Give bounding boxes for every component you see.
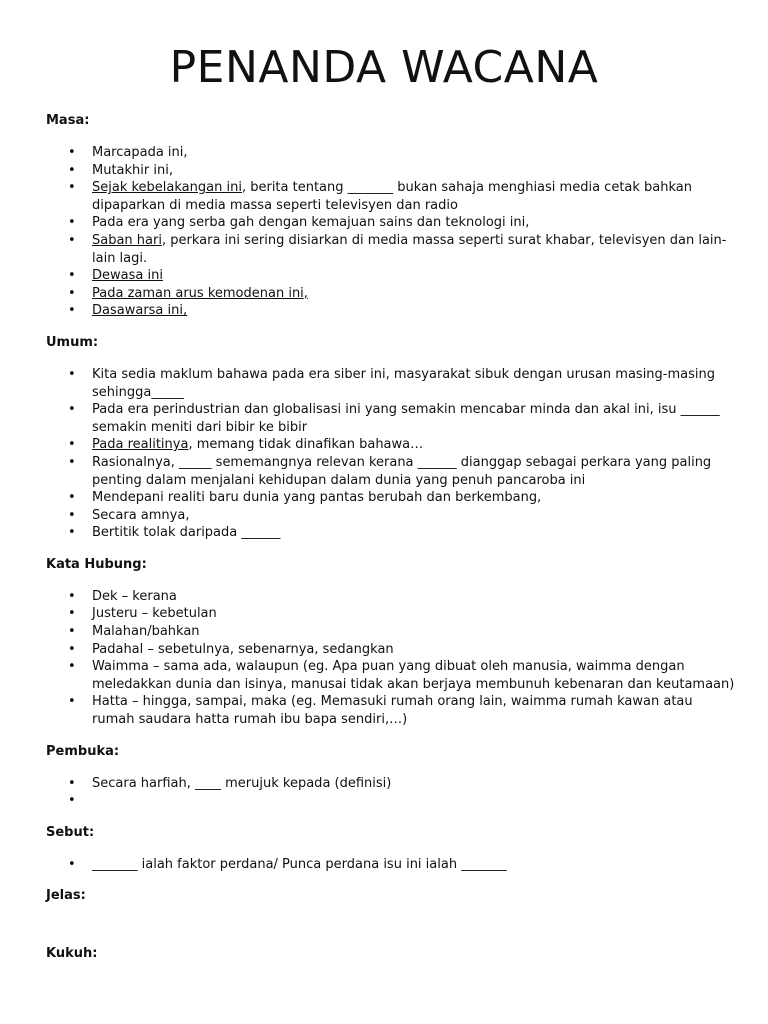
underlined-phrase: Dewasa ini — [92, 268, 163, 284]
document-body — [46, 112, 736, 977]
kata-hubung-list — [46, 588, 736, 729]
list-item — [92, 623, 736, 641]
underlined-phrase: Sejak kebelakangan ini — [92, 180, 242, 196]
item-text: Justeru – kebetulan — [92, 606, 217, 622]
underlined-phrase: Pada zaman arus kemodenan ini, — [92, 285, 308, 301]
list-item — [92, 641, 736, 659]
section-heading-umum: Umum: — [46, 334, 99, 350]
item-text: Waimma – sama ada, walaupun (eg. Apa puan yang dibuat oleh manusia, waimma dengan meledakkan dunia dan isinya, manusai tidak akan berjaya membunuh kebenaran dan keutamaan) — [92, 659, 735, 692]
item-text: Malahan/bahkan — [92, 624, 200, 640]
item-text: Kita sedia maklum bahawa pada era siber ini, masyarakat sibuk dengan urusan masing-masing sehingga_____ — [92, 366, 715, 400]
section-jelas — [46, 887, 736, 905]
item-text: Pada era perindustrian dan globalisasi ini yang semakin mencabar minda dan akal ini, isu ______ semakin meniti dari bibir ke bibir — [92, 402, 720, 435]
pembuka-list — [46, 775, 736, 810]
document-title: PENANDA WACANA — [169, 42, 599, 93]
section-kukuh — [46, 945, 736, 963]
sebut-list — [46, 856, 736, 874]
item-text: Hatta – hingga, sampai, maka (eg. Memasuki rumah orang lain, waimma rumah kawan atau rumah saudara hatta rumah ibu bapa sendiri,…) — [92, 694, 693, 728]
section-kata-hubung — [46, 556, 736, 729]
section-heading-jelas: Jelas: — [46, 888, 86, 904]
list-item — [92, 524, 736, 542]
list-item — [92, 605, 736, 623]
underlined-phrase: Pada realitinya — [92, 437, 189, 453]
list-item — [92, 302, 736, 320]
list-item — [92, 856, 736, 874]
item-text: , memang tidak dinafikan bahawa… — [188, 437, 424, 453]
list-item — [92, 454, 736, 489]
list-item — [92, 232, 736, 267]
item-text: Marcapada ini, — [92, 145, 188, 160]
section-sebut — [46, 824, 736, 874]
list-item — [92, 179, 736, 214]
list-item — [92, 401, 736, 436]
section-pembuka — [46, 743, 736, 810]
section-heading-sebut: Sebut: — [46, 824, 95, 840]
list-item — [92, 775, 736, 793]
underlined-phrase: Dasawarsa ini, — [92, 303, 188, 319]
list-item — [92, 267, 736, 285]
list-item — [92, 588, 736, 606]
item-text: , perkara ini sering disiarkan di media massa seperti surat khabar, televisyen dan lain-lain lagi. — [92, 232, 727, 266]
masa-list — [46, 144, 736, 320]
section-masa — [46, 112, 736, 320]
item-text: Bertitik tolak daripada ______ — [92, 525, 281, 541]
section-umum — [46, 334, 736, 542]
section-heading-kukuh: Kukuh: — [46, 946, 98, 962]
item-text: Mendepani realiti baru dunia yang pantas berubah dan berkembang, — [92, 490, 542, 506]
section-heading-masa: Masa: — [46, 113, 90, 128]
umum-list — [46, 366, 736, 542]
list-item — [92, 285, 736, 303]
list-item — [92, 658, 736, 693]
item-text: , berita tentang _______ bukan sahaja menghiasi media cetak bahkan dipaparkan di media massa seperti televisyen dan radio — [92, 180, 693, 213]
item-text: Secara harfiah, ____ merujuk kepada (definisi) — [92, 775, 392, 791]
list-item — [92, 693, 736, 728]
list-item — [92, 214, 736, 232]
list-item — [92, 366, 736, 401]
item-text: Padahal – sebetulnya, sebenarnya, sedangkan — [92, 641, 394, 657]
item-text: Dek – kerana — [92, 588, 177, 604]
section-heading-pembuka: Pembuka: — [46, 743, 120, 759]
list-item — [92, 436, 736, 454]
section-heading-kata-hubung: Kata Hubung: — [46, 556, 147, 572]
item-text: Secara amnya, — [92, 507, 190, 523]
item-text: _______ ialah faktor perdana/ Punca perdana isu ini ialah _______ — [92, 856, 507, 872]
list-item — [92, 162, 736, 180]
item-text: Rasionalnya, _____ sememangnya relevan kerana ______ dianggap sebagai perkara yang paling penting dalam menjalani kehidupan dalam dunia yang penuh pancaroba ini — [92, 454, 712, 488]
list-item — [92, 792, 736, 810]
list-item — [92, 489, 736, 507]
list-item — [92, 507, 736, 525]
item-text: Mutakhir ini, — [92, 162, 173, 178]
underlined-phrase: Saban hari — [92, 232, 162, 248]
list-item — [92, 144, 736, 162]
item-text: Pada era yang serba gah dengan kemajuan sains dan teknologi ini, — [92, 215, 530, 231]
